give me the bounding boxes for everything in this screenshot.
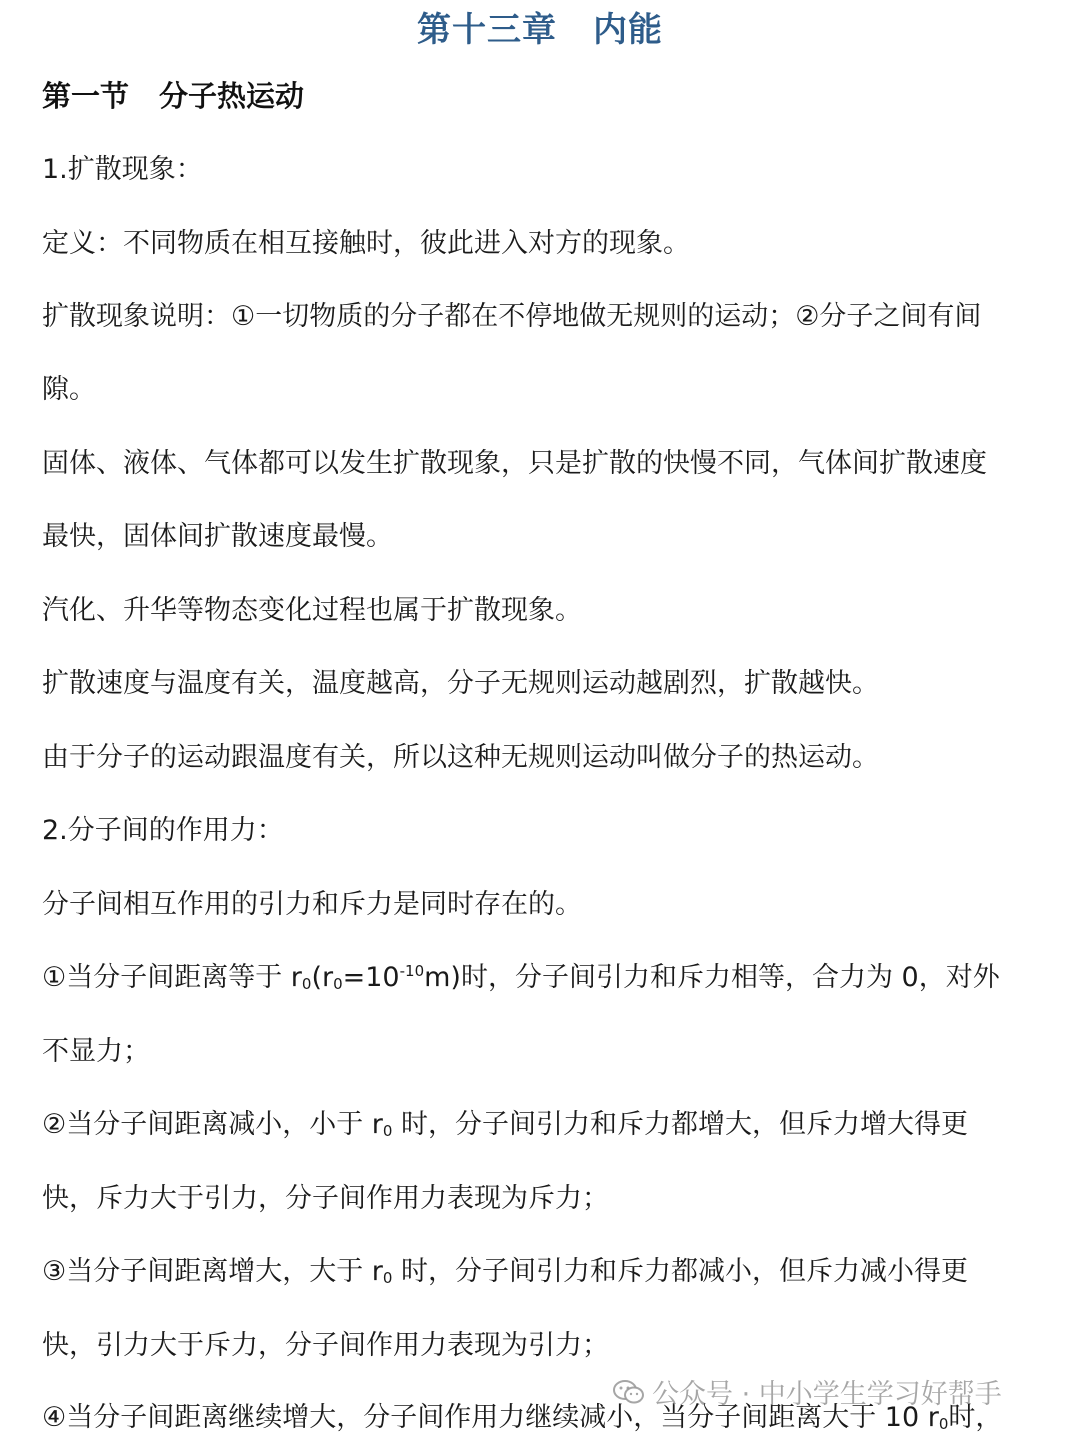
section-name: 分子热运动 — [159, 79, 305, 113]
chapter-title — [0, 2, 1080, 51]
heading-diffusion: 1.扩散现象： — [42, 154, 203, 185]
paragraph-case-3-line-1: ③当分子间距离增大，大于 $r_0$ 时，分子间引力和斥力都减小，但斥力减小得更 — [42, 1256, 969, 1287]
paragraph-thermal-motion: 由于分子的运动跟温度有关，所以这种无规则运动叫做分子的热运动。 — [42, 742, 879, 773]
paragraph-coexist: 分子间相互作用的引力和斥力是同时存在的。 — [42, 889, 582, 920]
paragraph-case-1-line-2: 不显力； — [42, 1036, 150, 1067]
paragraph-explanation-1: 扩散现象说明：①一切物质的分子都在不停地做无规则的运动；②分子之间有间 — [42, 301, 982, 332]
chapter-name: 内能 — [593, 10, 663, 50]
paragraph-states-1: 固体、液体、气体都可以发生扩散现象，只是扩散的快慢不同，气体间扩散速度 — [42, 448, 987, 479]
chapter-label: 第十三章 — [417, 10, 557, 50]
paragraph-phase-change: 汽化、升华等物态变化过程也属于扩散现象。 — [42, 595, 582, 626]
section-title — [42, 78, 304, 114]
heading-molecular-force: 2.分子间的作用力： — [42, 815, 284, 846]
section-label: 第一节 — [42, 79, 130, 113]
watermark — [612, 1372, 1002, 1411]
wechat-icon — [612, 1378, 646, 1406]
paragraph-case-2-line-2: 快，斥力大于引力，分子间作用力表现为斥力； — [42, 1183, 609, 1214]
watermark-text: 公众号 · 中小学生学习好帮手 — [652, 1379, 1002, 1410]
paragraph-case-3-line-2: 快，引力大于斥力，分子间作用力表现为引力； — [42, 1330, 609, 1361]
paragraph-case-4-line-1: ④当分子间距离继续增大，分子间作用力继续减小，当分子间距离大于 10 $r_0$时， — [42, 1402, 1003, 1433]
paragraph-explanation-2: 隙。 — [42, 374, 96, 405]
paragraph-temperature: 扩散速度与温度有关，温度越高，分子无规则运动越剧烈，扩散越快。 — [42, 668, 879, 699]
paragraph-states-2: 最快，固体间扩散速度最慢。 — [42, 521, 393, 552]
paragraph-case-1-line-1: ①当分子间距离等于 $r_0(r_0=10^{-10}m)$时，分子间引力和斥力相等，合力为 0，对外 — [42, 962, 1000, 993]
paragraph-case-2-line-1: ②当分子间距离减小，小于 $r_0$ 时，分子间引力和斥力都增大，但斥力增大得更 — [42, 1109, 969, 1140]
paragraph-definition: 定义：不同物质在相互接触时，彼此进入对方的现象。 — [42, 228, 690, 259]
